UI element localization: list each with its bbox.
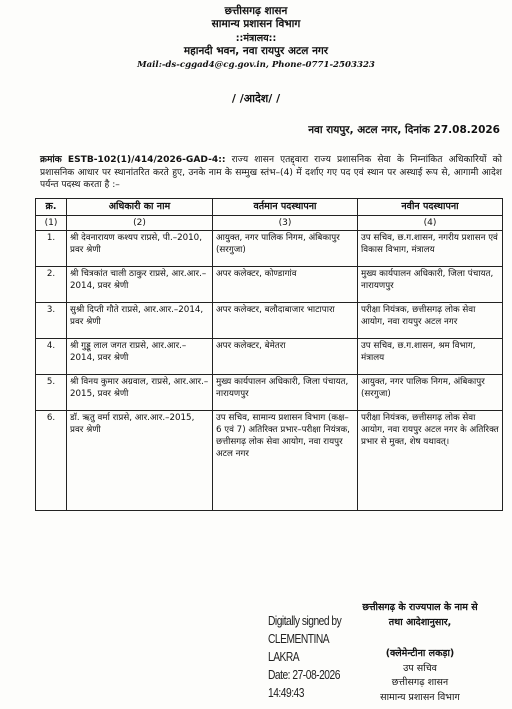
digital-signature-time: 14:49:43 — [268, 686, 304, 700]
digital-signature-line: Digitally signed by — [268, 614, 342, 628]
contact-line: Mail:-ds-cggad4@cg.gov.in, Phone-0771-2503323 — [137, 60, 375, 70]
cell-current: मुख्य कार्यपालन अधिकारी, जिला पंचायत, नारायणपुर — [213, 375, 358, 411]
digital-signature — [268, 612, 358, 702]
transfer-table — [35, 198, 503, 511]
digital-signature-signer: CLEMENTINA LAKRA — [268, 632, 329, 664]
cell-sn: 5. — [36, 375, 67, 411]
authority-line: छत्तीसगढ़ के राज्यपाल के नाम से — [362, 602, 478, 613]
cell-name: डॉ. ऋतु वर्मा राप्रसे, आर.आर.–2015, प्रवर श्रेणी — [67, 411, 213, 511]
cell-new: उप सचिव, छ.ग.शासन, नगरीय प्रशासन एवं विकास विभाग, मंत्रालय — [358, 231, 503, 267]
col-number: (3) — [213, 216, 358, 231]
signatory-department: सामान्य प्रशासन विभाग — [380, 692, 460, 703]
cell-current: अपर कलेक्टर, कोण्डागांव — [213, 267, 358, 303]
authority-line-2: तथा आदेशानुसार, — [388, 617, 452, 628]
order-number-label: क्रमांक — [40, 155, 62, 165]
cell-name: श्री देवनारायण कश्यप राप्रसे, पी.–2010, प्रवर श्रेणी — [67, 231, 213, 267]
table-row — [36, 303, 503, 339]
signatory-name: (क्लेमेन्टीना लकड़ा) — [385, 648, 455, 659]
order-intro — [40, 154, 502, 192]
cell-name: श्री विनय कुमार अग्रवाल, राप्रसे, आर.आर.–2015, प्रवर श्रेणी — [67, 375, 213, 411]
cell-new: आयुक्त, नगर पालिक निगम, अंबिकापुर (सरगुजा) — [358, 375, 503, 411]
cell-new: मुख्य कार्यपालन अधिकारी, जिला पंचायत, नारायणपुर — [358, 267, 503, 303]
order-title: / /आदेश/ / — [231, 92, 281, 105]
col-header-sn: क्र. — [36, 199, 67, 216]
cell-sn: 2. — [36, 267, 67, 303]
cell-current: अपर कलेक्टर, बलौदाबाजार भाटापारा — [213, 303, 358, 339]
cell-current: आयुक्त, नगर पालिक निगम, अंबिकापुर (सरगुजा) — [213, 231, 358, 267]
digital-signature-date: Date: 27-08-2026 — [268, 668, 340, 682]
table-row — [36, 411, 503, 511]
col-header-current: वर्तमान पदस्थापना — [213, 199, 358, 216]
table-row — [36, 231, 503, 267]
col-number: (4) — [358, 216, 503, 231]
office-name: ::मंत्रालय:: — [235, 33, 277, 44]
col-number: (1) — [36, 216, 67, 231]
gov-name: छत्तीसगढ़ शासन — [224, 5, 288, 17]
cell-sn: 1. — [36, 231, 67, 267]
signatory-office: छत्तीसगढ़ शासन — [391, 677, 449, 688]
cell-new: परीक्षा नियंत्रक, छत्तीसगढ़ लोक सेवा आयोग, नवा रायपुर अटल नगर के अतिरिक्त प्रभार से मुक्त, शेष यथावत्। — [358, 411, 503, 511]
cell-name: श्री चित्रकांत चाली ठाकुर राप्रसे, आर.आर.–2014, प्रवर श्रेणी — [67, 267, 213, 303]
cell-current: अपर कलेक्टर, बेमेतरा — [213, 339, 358, 375]
signatory-designation: उप सचिव — [403, 663, 437, 674]
cell-sn: 4. — [36, 339, 67, 375]
cell-sn: 6. — [36, 411, 67, 511]
table-header-row — [36, 199, 503, 216]
col-header-new: नवीन पदस्थापना — [358, 199, 503, 216]
cell-new: उप सचिव, छ.ग.शासन, श्रम विभाग, मंत्रालय — [358, 339, 503, 375]
cell-current: उप सचिव, सामान्य प्रशासन विभाग (कक्ष–6 एवं 7) अतिरिक्त प्रभार–परीक्षा नियंत्रक, छत्तीसगढ़ लोक सेवा आयोग, नवा रायपुर अटल नगर — [213, 411, 358, 511]
cell-new: परीक्षा नियंत्रक, छत्तीसगढ़ लोक सेवा आयोग, नवा रायपुर अटल नगर — [358, 303, 503, 339]
order-reference: ESTB-102(1)/414/2026-GAD-4:: — [67, 155, 226, 165]
table-row — [36, 339, 503, 375]
order-text: राज्य शासन एतद्द्वारा राज्य प्रशासनिक सेवा के निम्नांकित अधिकारियों को प्रशासनिक आधार पर स्थानांतरित करते हुए, उनके नाम के सम्मुख स्तंभ–(4) में दर्शाए गए पद एवं स्थान पर अस्थाई रूप से, आगामी आदेश पर्यन्त पदस्थ करता है :– — [40, 155, 502, 191]
cell-name: श्री गुड्डू लाल जगत राप्रसे, आर.आर.–2014, प्रवर श्रेणी — [67, 339, 213, 375]
date-line: नवा रायपुर, अटल नगर, दिनांक 27.08.2026 — [308, 124, 500, 136]
cell-sn: 3. — [36, 303, 67, 339]
office-address: महानदी भवन, नवा रायपुर अटल नगर — [183, 45, 329, 57]
col-header-name: अधिकारी का नाम — [67, 199, 213, 216]
table-number-row — [36, 216, 503, 231]
col-number: (2) — [67, 216, 213, 231]
table-row — [36, 267, 503, 303]
table-row — [36, 375, 503, 411]
department-name: सामान्य प्रशासन विभाग — [211, 18, 301, 30]
cell-name: सुश्री दिप्ती गौते राप्रसे, आर.आर.–2014, प्रवर श्रेणी — [67, 303, 213, 339]
